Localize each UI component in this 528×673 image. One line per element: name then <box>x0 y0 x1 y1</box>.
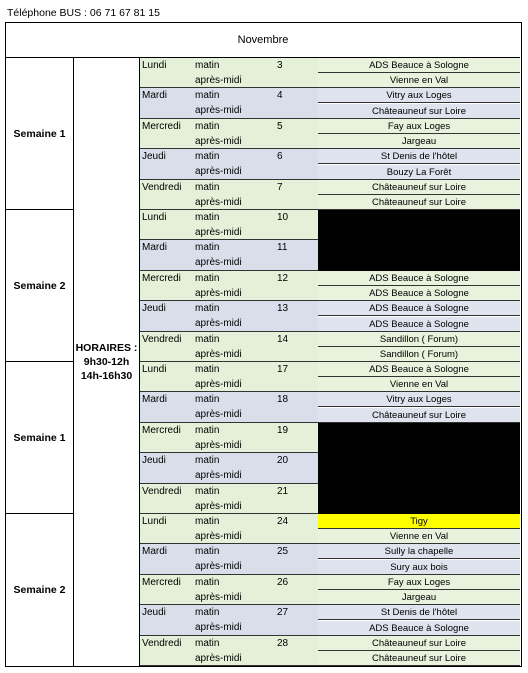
day-name: Mercredi <box>142 120 181 132</box>
day-name: Mardi <box>142 90 168 102</box>
day-number: 14 <box>277 333 289 345</box>
location-morning: Fay aux Loges <box>318 575 520 590</box>
period-morning: matin <box>195 455 220 467</box>
location-afternoon: Châteauneuf sur Loire <box>318 408 520 423</box>
day-row <box>140 301 318 331</box>
day-number: 11 <box>277 242 288 254</box>
period-morning: matin <box>195 212 220 223</box>
period-afternoon: après-midi <box>195 287 242 299</box>
location-afternoon: Vienne en Val <box>318 73 520 88</box>
day-number: 21 <box>277 485 289 497</box>
day-name: Vendredi <box>142 333 182 345</box>
day-row <box>140 271 318 301</box>
schedule-table <box>5 22 522 667</box>
period-morning: matin <box>195 151 220 163</box>
day-row <box>140 210 318 240</box>
period-afternoon: après-midi <box>195 318 242 330</box>
period-afternoon: après-midi <box>195 135 242 147</box>
unavailable-block <box>318 210 520 271</box>
location-afternoon: Châteauneuf sur Loire <box>318 195 520 210</box>
period-afternoon: après-midi <box>195 75 242 86</box>
day-number: 25 <box>277 546 289 558</box>
period-morning: matin <box>195 576 220 588</box>
week-label: Semaine 2 <box>6 514 74 666</box>
location-morning: St Denis de l'hôtel <box>318 605 520 620</box>
location-afternoon: Bouzy La Forêt <box>318 165 520 180</box>
period-morning: matin <box>195 424 220 436</box>
day-name: Lundi <box>142 364 167 375</box>
horaires-morning: 9h30-12h <box>83 356 130 368</box>
unavailable-block <box>318 423 520 514</box>
period-afternoon: après-midi <box>195 591 242 603</box>
location-morning: St Denis de l'hôtel <box>318 149 520 164</box>
location-morning: ADS Beauce à Sologne <box>318 301 520 316</box>
day-number: 18 <box>277 394 289 406</box>
month-header: Novembre <box>6 23 520 58</box>
day-row <box>140 514 318 544</box>
period-afternoon: après-midi <box>195 439 242 451</box>
day-number: 20 <box>277 455 289 467</box>
period-afternoon: après-midi <box>195 622 242 634</box>
day-row <box>140 240 318 270</box>
location-morning: ADS Beauce à Sologne <box>318 58 520 73</box>
location-afternoon: Vienne en Val <box>318 529 520 544</box>
location-afternoon: Jargeau <box>318 590 520 605</box>
day-name: Vendredi <box>142 637 182 649</box>
period-afternoon: après-midi <box>195 652 242 664</box>
period-morning: matin <box>195 546 220 558</box>
period-morning: matin <box>195 181 220 193</box>
period-morning: matin <box>195 90 220 102</box>
period-afternoon: après-midi <box>195 196 242 208</box>
day-row <box>140 605 318 635</box>
period-morning: matin <box>195 60 220 71</box>
period-morning: matin <box>195 637 220 649</box>
day-number: 10 <box>277 212 289 223</box>
day-row <box>140 88 318 118</box>
bus-phone-line: Téléphone BUS : 06 71 67 81 15 <box>7 7 160 19</box>
period-morning: matin <box>195 303 220 315</box>
location-morning: Sully la chapelle <box>318 544 520 559</box>
day-name: Lundi <box>142 212 167 223</box>
day-number: 7 <box>277 181 283 193</box>
day-row <box>140 180 318 210</box>
period-afternoon: après-midi <box>195 531 242 542</box>
week-label: Semaine 2 <box>6 210 74 362</box>
day-row <box>140 453 318 483</box>
day-name: Mardi <box>142 546 168 558</box>
location-afternoon: ADS Beauce à Sologne <box>318 621 520 636</box>
day-row <box>140 362 318 392</box>
day-row <box>140 423 318 453</box>
location-morning: ADS Beauce à Sologne <box>318 271 520 286</box>
period-afternoon: après-midi <box>195 409 242 421</box>
day-row <box>140 575 318 605</box>
location-afternoon: ADS Beauce à Sologne <box>318 317 520 332</box>
horaires-afternoon: 14h-16h30 <box>80 370 133 382</box>
day-number: 24 <box>277 516 289 527</box>
period-morning: matin <box>195 364 220 375</box>
period-morning: matin <box>195 516 220 527</box>
period-morning: matin <box>195 120 220 132</box>
day-number: 26 <box>277 576 289 588</box>
location-morning: Sandillon ( Forum) <box>318 332 520 347</box>
day-number: 27 <box>277 607 289 619</box>
location-afternoon: Vienne en Val <box>318 377 520 392</box>
location-afternoon: Sury aux bois <box>318 560 520 575</box>
day-name: Jeudi <box>142 303 166 315</box>
day-number: 5 <box>277 120 283 132</box>
day-name: Mardi <box>142 394 168 406</box>
period-afternoon: après-midi <box>195 379 242 390</box>
day-number: 28 <box>277 637 289 649</box>
day-number: 12 <box>277 272 289 284</box>
location-morning: Tigy <box>318 514 520 529</box>
day-number: 3 <box>277 60 283 71</box>
day-number: 6 <box>277 151 283 163</box>
location-morning: ADS Beauce à Sologne <box>318 362 520 377</box>
day-name: Vendredi <box>142 485 182 497</box>
period-afternoon: après-midi <box>195 105 242 117</box>
horaires-title: HORAIRES : <box>75 342 138 354</box>
day-name: Jeudi <box>142 607 166 619</box>
day-name: Mardi <box>142 242 168 254</box>
location-column <box>318 58 520 666</box>
day-row <box>140 392 318 422</box>
day-name: Mercredi <box>142 272 181 284</box>
period-afternoon: après-midi <box>195 227 242 238</box>
location-morning: Châteauneuf sur Loire <box>318 636 520 651</box>
period-morning: matin <box>195 485 220 497</box>
location-afternoon: Sandillon ( Forum) <box>318 347 520 362</box>
location-morning: Fay aux Loges <box>318 119 520 134</box>
day-row <box>140 544 318 574</box>
period-morning: matin <box>195 333 220 345</box>
period-afternoon: après-midi <box>195 257 242 269</box>
period-morning: matin <box>195 272 220 284</box>
period-morning: matin <box>195 607 220 619</box>
day-name: Jeudi <box>142 151 166 163</box>
location-afternoon: Châteauneuf sur Loire <box>318 104 520 119</box>
day-row <box>140 58 318 88</box>
period-morning: matin <box>195 242 220 254</box>
day-number: 19 <box>277 424 289 436</box>
day-row <box>140 149 318 179</box>
period-afternoon: après-midi <box>195 561 242 573</box>
day-name: Jeudi <box>142 455 166 467</box>
location-morning: Vitry aux Loges <box>318 88 520 103</box>
location-afternoon: Châteauneuf sur Loire <box>318 651 520 666</box>
day-number: 13 <box>277 303 289 315</box>
day-name: Lundi <box>142 60 167 71</box>
day-row <box>140 332 318 362</box>
location-afternoon: Jargeau <box>318 134 520 149</box>
week-label: Semaine 1 <box>6 362 74 514</box>
day-name: Vendredi <box>142 181 182 193</box>
location-morning: Vitry aux Loges <box>318 392 520 407</box>
location-morning: Châteauneuf sur Loire <box>318 180 520 195</box>
day-number: 17 <box>277 364 289 375</box>
period-morning: matin <box>195 394 220 406</box>
day-row <box>140 636 318 666</box>
period-afternoon: après-midi <box>195 348 242 360</box>
day-row <box>140 119 318 149</box>
day-number: 4 <box>277 90 283 102</box>
week-label: Semaine 1 <box>6 58 74 210</box>
day-name: Lundi <box>142 516 167 527</box>
period-afternoon: après-midi <box>195 500 242 512</box>
day-column <box>140 58 318 666</box>
horaires-cell <box>74 58 140 666</box>
period-afternoon: après-midi <box>195 166 242 178</box>
period-afternoon: après-midi <box>195 470 242 482</box>
day-name: Mercredi <box>142 424 181 436</box>
location-afternoon: ADS Beauce à Sologne <box>318 286 520 301</box>
day-name: Mercredi <box>142 576 181 588</box>
day-row <box>140 484 318 514</box>
